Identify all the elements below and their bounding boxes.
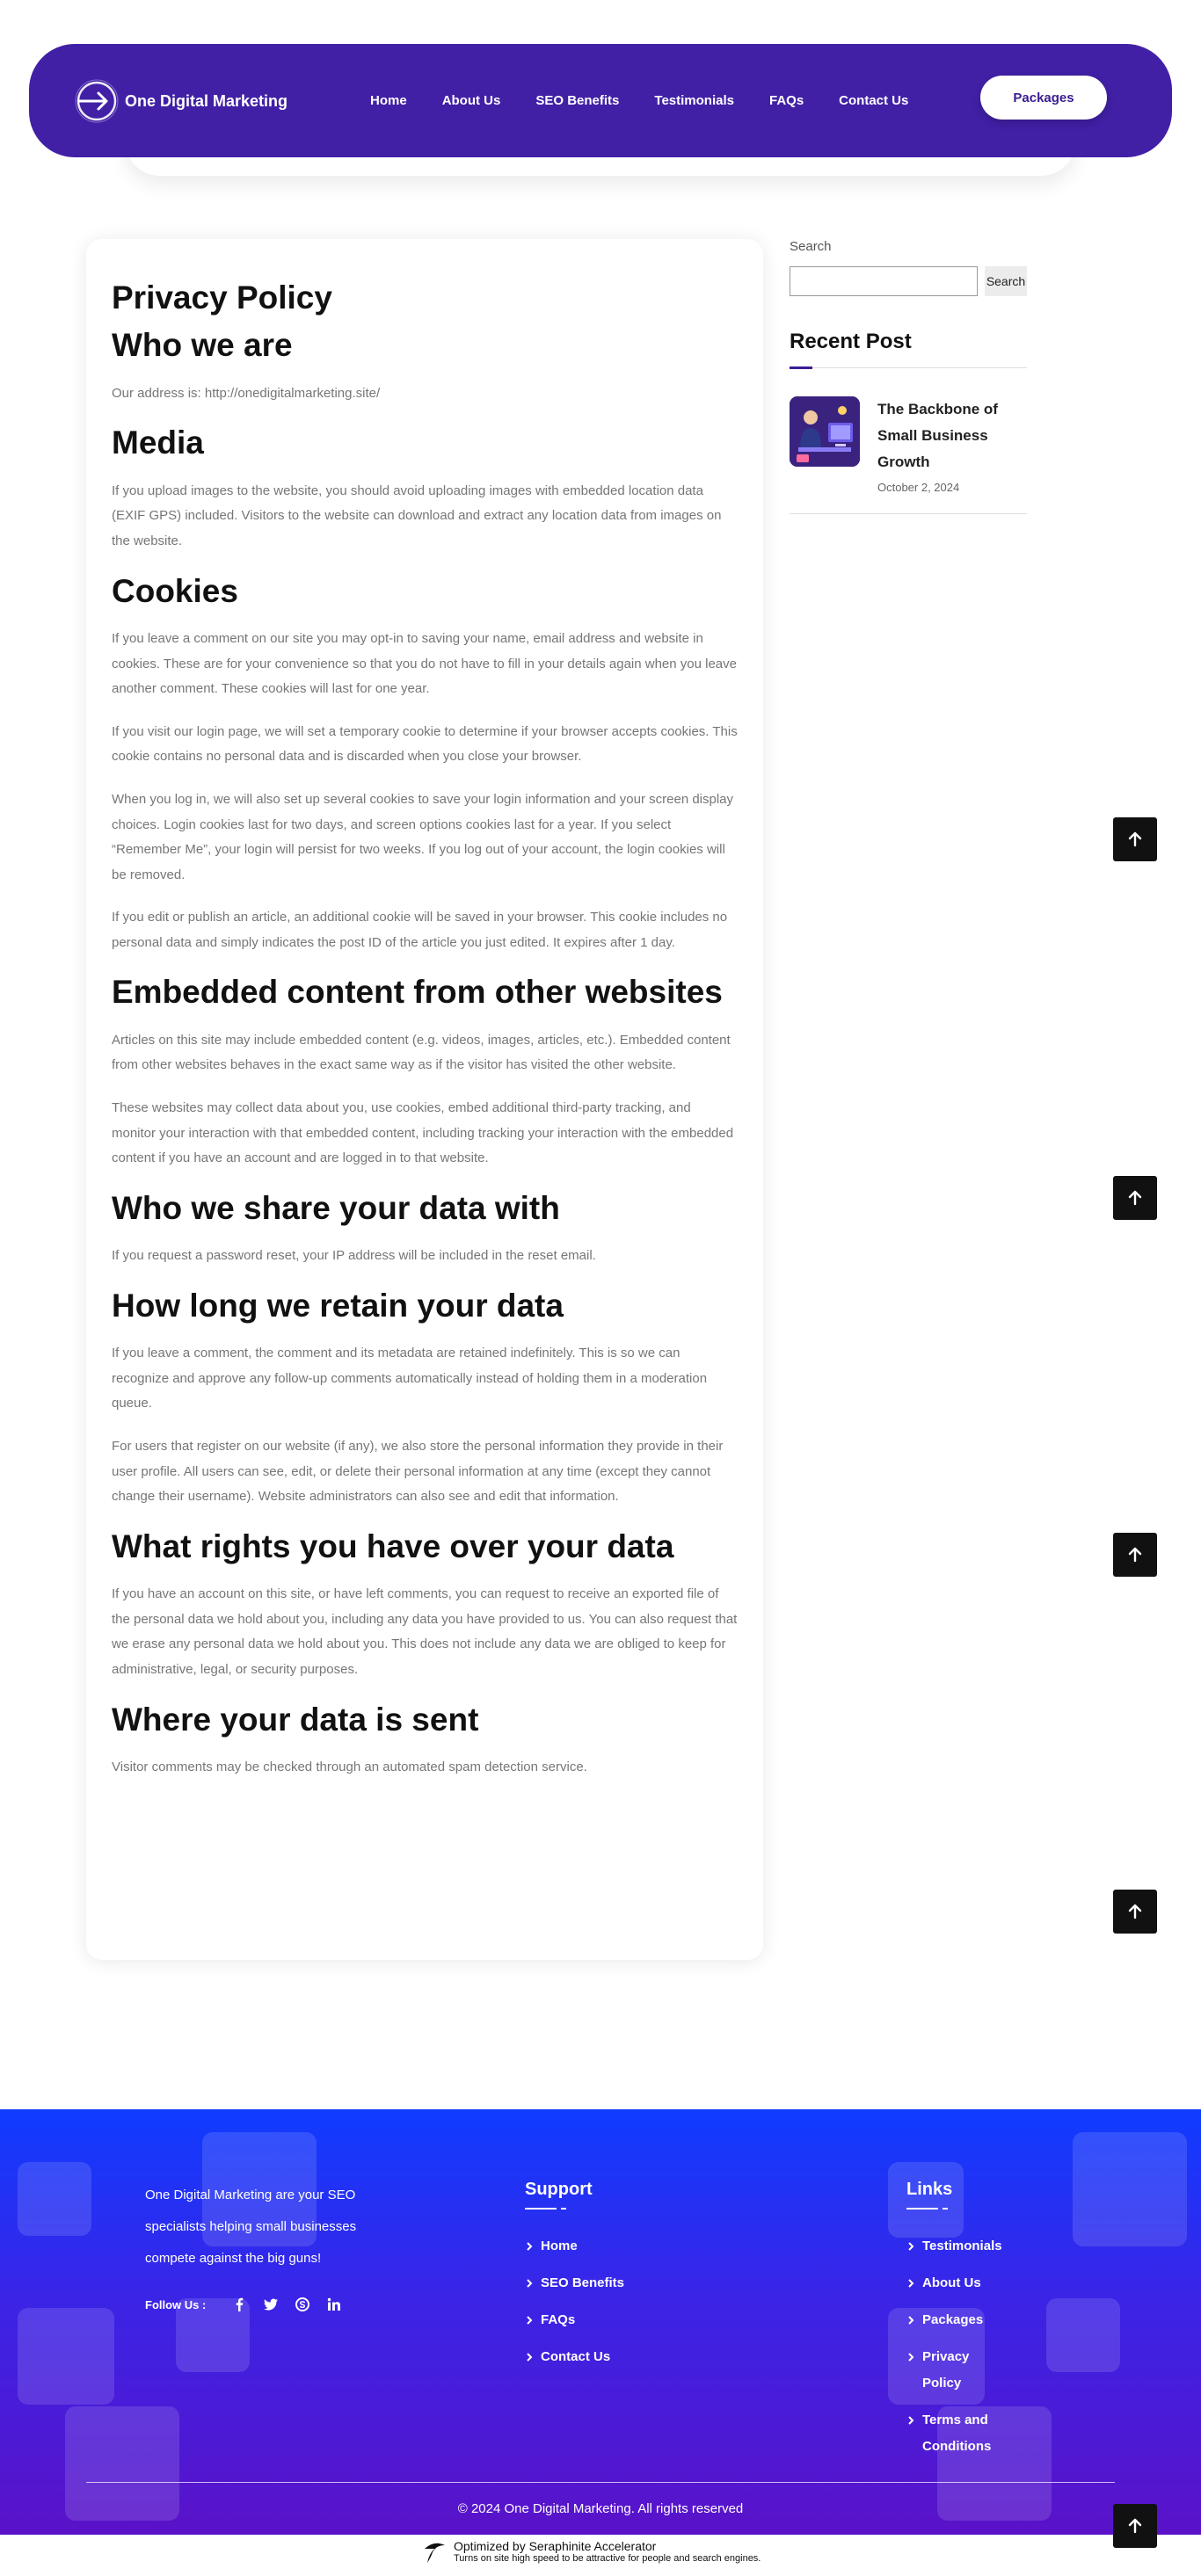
post-thumbnail-image <box>790 396 860 467</box>
search-form <box>790 266 1027 296</box>
section-paragraph: If you visit our login page, we will set a temporary cookie to determine if your browser accepts cookies. This cookie contains no personal data and is discarded when you close your browser. <box>112 723 738 765</box>
footer-link-label: Privacy Policy <box>922 2349 970 2391</box>
section-paragraph: If you leave a comment on our site you may opt-in to saving your name, email address and website in cookies. These are for your convenience so that you do not have to fill in your details again when you leave another comment. These cookies will last for one year. <box>112 630 737 697</box>
site-footer <box>0 2109 1201 2535</box>
post-title[interactable]: The Backbone of Small Business Growth <box>877 401 998 470</box>
page-title: Privacy Policy <box>112 279 332 316</box>
twitter-icon[interactable] <box>264 2297 278 2311</box>
links-title: Links <box>906 2180 953 2199</box>
section-heading: What rights you have over your data <box>112 1527 674 1564</box>
chevron-right-icon <box>906 2242 915 2251</box>
recent-post-item[interactable] <box>790 396 1027 494</box>
site-logo[interactable] <box>74 78 288 124</box>
logo-text: One Digital Marketing <box>125 91 288 110</box>
nav-about-us[interactable]: About Us <box>441 93 501 108</box>
footer-link-label: Testimonials <box>922 2239 1002 2253</box>
nav-testimonials[interactable]: Testimonials <box>654 93 734 108</box>
footer-link-label: Contact Us <box>541 2349 611 2364</box>
chevron-right-icon <box>525 2279 534 2288</box>
underline-short <box>943 2208 948 2210</box>
search-button[interactable]: Search <box>985 266 1027 296</box>
section-paragraph: These websites may collect data about you, use cookies, embed additional third-party tracking, and monitor your interaction with that embedded content, including tracking your interaction with the embedded content if you have an account and are logged in to that website. <box>112 1100 734 1166</box>
section-paragraph: If you upload images to the website, you should avoid uploading images with embedded location data (EXIF GPS) included. Visitors to the website can download and extract any location data from images on the website. <box>112 483 722 548</box>
section-paragraph: If you have an account on this site, or have left comments, you can request to receive an exported file of the personal data we hold about you, including any data you have provided to us. You can also request that we erase any personal data we hold about you. This does not include any data we are obliged to keep for administrative, legal, or security purposes. <box>112 1586 738 1677</box>
nav-faqs[interactable]: FAQs <box>768 93 804 108</box>
nav-seo-benefits[interactable]: SEO Benefits <box>535 93 620 108</box>
logo-arrow-icon <box>74 78 120 124</box>
footer-link-terms[interactable] <box>906 2407 1010 2460</box>
footer-link-home[interactable] <box>525 2233 624 2260</box>
footer-divider <box>86 2482 1115 2483</box>
search-label: Search <box>790 239 832 254</box>
footer-link-label: Terms and Conditions <box>922 2413 992 2454</box>
underline-rule <box>790 367 1027 368</box>
footer-deco-square <box>1073 2132 1187 2246</box>
section-paragraph: If you leave a comment, the comment and its metadata are retained indefinitely. This is so we can recognize and approve any follow-up comments automatically instead of holding them in a moderation queue. <box>112 1346 708 1411</box>
post-info <box>877 396 1027 494</box>
nav-home[interactable]: Home <box>370 93 407 108</box>
section-heading: Who we are <box>112 327 293 364</box>
underline-long <box>525 2208 557 2210</box>
post-divider <box>790 513 1027 514</box>
section-paragraph: If you edit or publish an article, an additional cookie will be saved in your browser. This cookie includes no personal data and simply indicates the post ID of the article you just edited. It expires after 1 day. <box>112 910 728 950</box>
chevron-right-icon <box>525 2242 534 2251</box>
optimizer-line-2: Turns on site high speed to be attractive for people and search engines. <box>454 2552 761 2564</box>
post-thumbnail[interactable] <box>790 396 860 467</box>
copyright-text: © 2024 One Digital Marketing. All rights reserved <box>457 2501 744 2516</box>
support-underline <box>525 2207 569 2210</box>
footer-link-packages[interactable] <box>906 2307 1010 2333</box>
section-heading: How long we retain your data <box>112 1287 564 1324</box>
footer-link-label: FAQs <box>541 2312 576 2327</box>
privacy-policy-card <box>86 239 763 1960</box>
footer-link-label: About Us <box>922 2275 981 2290</box>
footer-deco-square <box>18 2308 114 2405</box>
recent-post-title: Recent Post <box>790 330 912 353</box>
back-to-top-button[interactable] <box>1113 817 1157 861</box>
optimizer-badge[interactable] <box>422 2538 761 2565</box>
links-underline <box>906 2207 950 2210</box>
back-to-top-button[interactable] <box>1113 1890 1157 1934</box>
footer-link-privacy-policy[interactable] <box>906 2344 1010 2397</box>
back-to-top-button[interactable] <box>1113 1176 1157 1220</box>
article-content <box>112 279 738 1798</box>
section-paragraph: Articles on this site may include embedded content (e.g. videos, images, articles, etc.). Embedded content from other websites behaves in the exact same way as if the visitor has visited the other website. <box>112 1032 731 1073</box>
footer-deco-square <box>1046 2298 1120 2372</box>
nav-contact-us[interactable]: Contact Us <box>839 93 909 108</box>
section-paragraph: For users that register on our website (if any), we also store the personal information they provide in their user profile. All users can see, edit, or delete their personal information at any time (except they cannot change their username). Website administrators can also see and edit that information. <box>112 1438 724 1505</box>
underline-short <box>561 2208 566 2210</box>
arrow-up-icon <box>1127 2518 1143 2534</box>
arrow-up-icon <box>1127 1190 1143 1206</box>
skype-icon[interactable] <box>295 2297 309 2311</box>
linkedin-icon[interactable] <box>327 2297 341 2311</box>
sidebar <box>790 239 1027 514</box>
chevron-right-icon <box>906 2316 915 2325</box>
chevron-right-icon <box>906 2416 915 2425</box>
footer-link-faqs[interactable] <box>525 2307 624 2333</box>
seraphinite-logo-icon <box>422 2538 448 2565</box>
footer-deco-square <box>18 2162 91 2236</box>
underline-accent <box>790 366 812 369</box>
footer-link-label: SEO Benefits <box>541 2275 625 2290</box>
arrow-up-icon <box>1127 831 1143 847</box>
optimizer-text <box>454 2539 761 2565</box>
footer-support-column <box>525 2180 624 2381</box>
follow-label: Follow Us : <box>145 2297 207 2311</box>
section-heading: Who we share your data with <box>112 1189 560 1226</box>
search-input[interactable] <box>790 266 978 296</box>
arrow-up-icon <box>1127 1547 1143 1563</box>
section-heading: Cookies <box>112 572 238 609</box>
main-nav <box>370 44 943 157</box>
footer-link-seo-benefits[interactable] <box>525 2270 624 2297</box>
chevron-right-icon <box>906 2279 915 2288</box>
back-to-top-button[interactable] <box>1113 1533 1157 1577</box>
underline-long <box>906 2208 938 2210</box>
support-links <box>525 2233 624 2370</box>
section-heading: Where your data is sent <box>112 1701 479 1738</box>
footer-link-label: Home <box>541 2239 578 2253</box>
support-title: Support <box>525 2180 593 2199</box>
chevron-right-icon <box>906 2353 915 2362</box>
back-to-top-button[interactable] <box>1113 2504 1157 2548</box>
site-header <box>29 44 1172 157</box>
recent-post-underline <box>790 366 1027 370</box>
section-heading: Media <box>112 424 204 461</box>
footer-link-contact-us[interactable] <box>525 2344 624 2370</box>
section-paragraph: Visitor comments may be checked through an automated spam detection service. <box>112 1759 587 1774</box>
social-links <box>145 2297 341 2311</box>
section-paragraph: If you request a password reset, your IP address will be included in the reset email. <box>112 1248 596 1264</box>
section-heading: Embedded content from other websites <box>112 974 723 1011</box>
footer-link-label: Packages <box>922 2312 984 2327</box>
optimizer-line-1: Optimized by Seraphinite Accelerator <box>454 2538 657 2553</box>
footer-link-testimonials[interactable] <box>906 2233 1010 2260</box>
section-paragraph: When you log in, we will also set up several cookies to save your login information and your screen display choices. Login cookies last for two days, and screen options cookies last for a year. If you select “Remember Me”, your login will persist for two weeks. If you log out of your account, the login cookies will be removed. <box>112 791 734 882</box>
arrow-up-icon <box>1127 1904 1143 1919</box>
chevron-right-icon <box>525 2316 534 2325</box>
footer-links-column <box>906 2180 1010 2471</box>
section-paragraph: Our address is: http://onedigitalmarketing.site/ <box>112 385 381 401</box>
footer-about-text: One Digital Marketing are your SEO specialists helping small businesses compete against the big guns! <box>145 2188 357 2266</box>
footer-link-about-us[interactable] <box>906 2270 1010 2297</box>
chevron-right-icon <box>525 2353 534 2362</box>
links-list <box>906 2233 1010 2460</box>
packages-button[interactable]: Packages <box>980 76 1107 120</box>
post-date: October 2, 2024 <box>877 481 960 494</box>
facebook-icon[interactable] <box>232 2297 246 2311</box>
